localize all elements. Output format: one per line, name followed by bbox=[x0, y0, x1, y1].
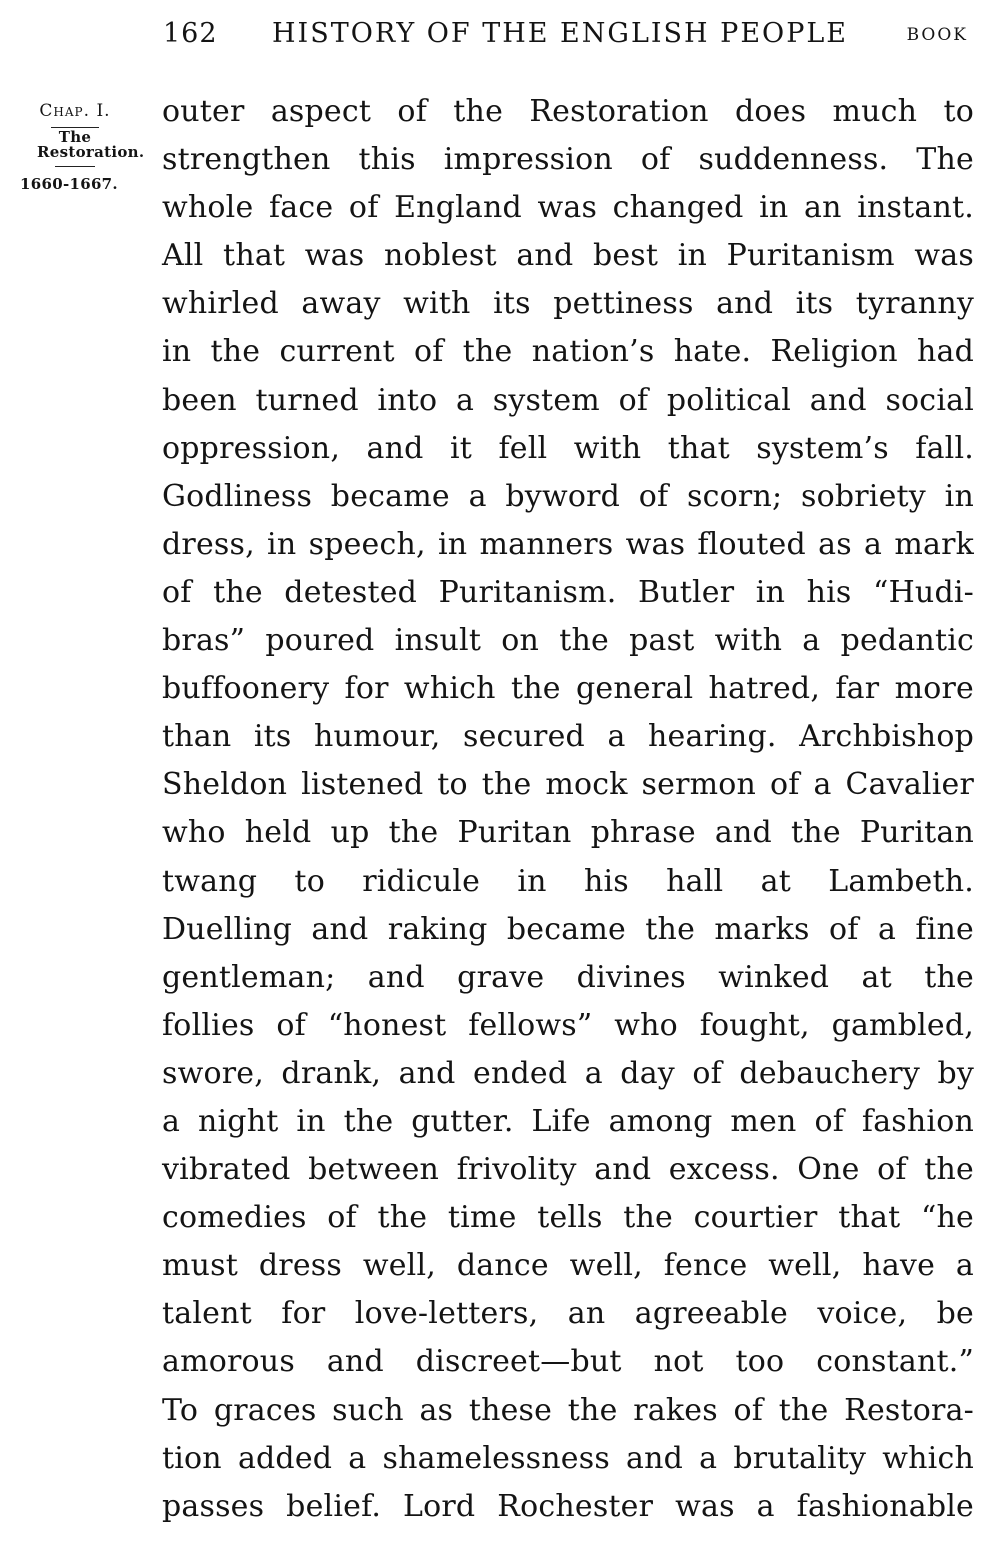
text-line: been turned into a system of political and social bbox=[162, 382, 974, 418]
book-label: BOOK bbox=[906, 25, 968, 45]
text-line: Duelling and raking became the marks of a fine bbox=[162, 911, 974, 947]
text-line: follies of “honest fellows” who fought, gambled, bbox=[162, 1007, 974, 1043]
text-line: All that was noblest and best in Puritanism was bbox=[162, 238, 974, 274]
text-line: in the current of the nation’s hate. Religion had bbox=[162, 334, 974, 370]
running-title: HISTORY OF THE ENGLISH PEOPLE bbox=[272, 18, 848, 49]
text-line: must dress well, dance well, fence well, have a bbox=[162, 1248, 974, 1284]
page-header bbox=[0, 18, 1000, 54]
text-line: of the detested Puritanism. Butler in his “Hudi- bbox=[162, 574, 974, 610]
text-line: oppression, and it fell with that system’s fall. bbox=[162, 430, 974, 466]
text-line: gentleman; and grave divines winked at the bbox=[162, 959, 974, 995]
text-line: vibrated between frivolity and excess. One of the bbox=[162, 1152, 974, 1188]
text-line: Godliness became a byword of scorn; sobriety in bbox=[162, 478, 974, 514]
text-line: outer aspect of the Restoration does much to bbox=[162, 94, 974, 129]
text-line: bras” poured insult on the past with a pedantic bbox=[162, 623, 974, 659]
text-line: twang to ridicule in his hall at Lambeth. bbox=[162, 863, 974, 899]
text-line: strengthen this impression of suddenness. The bbox=[162, 142, 974, 178]
text-line: whole face of England was changed in an instant. bbox=[162, 190, 974, 226]
text-line: than its humour, secured a hearing. Archbishop bbox=[162, 719, 974, 755]
text-line: amorous and discreet—but not too constant.” bbox=[162, 1344, 974, 1380]
text-line: buffoonery for which the general hatred, far more bbox=[162, 671, 974, 707]
chapter-label: Chap. I. bbox=[39, 101, 111, 121]
text-line: passes belief. Lord Rochester was a fashionable bbox=[162, 1488, 974, 1524]
text-line: a night in the gutter. Life among men of fashion bbox=[162, 1103, 974, 1139]
text-line: who held up the Puritan phrase and the Puritan bbox=[162, 815, 974, 851]
text-line: talent for love-letters, an agreeable voice, be bbox=[162, 1296, 974, 1332]
text-line: comedies of the time tells the courtier that “he bbox=[162, 1200, 974, 1236]
text-line: To graces such as these the rakes of the Restora- bbox=[162, 1392, 974, 1428]
text-line: Sheldon listened to the mock sermon of a Cavalier bbox=[162, 767, 974, 803]
page-number: 162 bbox=[163, 18, 218, 49]
margin-rule-short bbox=[55, 166, 95, 167]
section-title: The Restoration. bbox=[37, 128, 145, 161]
text-line: dress, in speech, in manners was flouted as a mark bbox=[162, 526, 974, 562]
body-text bbox=[162, 88, 974, 1531]
margin-notes bbox=[16, 100, 145, 193]
date-range: 1660-1667. bbox=[20, 175, 118, 193]
text-line: tion added a shamelessness and a brutality which bbox=[162, 1440, 974, 1476]
text-line: swore, drank, and ended a day of debauchery by bbox=[162, 1055, 974, 1091]
text-line: whirled away with its pettiness and its tyranny bbox=[162, 286, 974, 322]
